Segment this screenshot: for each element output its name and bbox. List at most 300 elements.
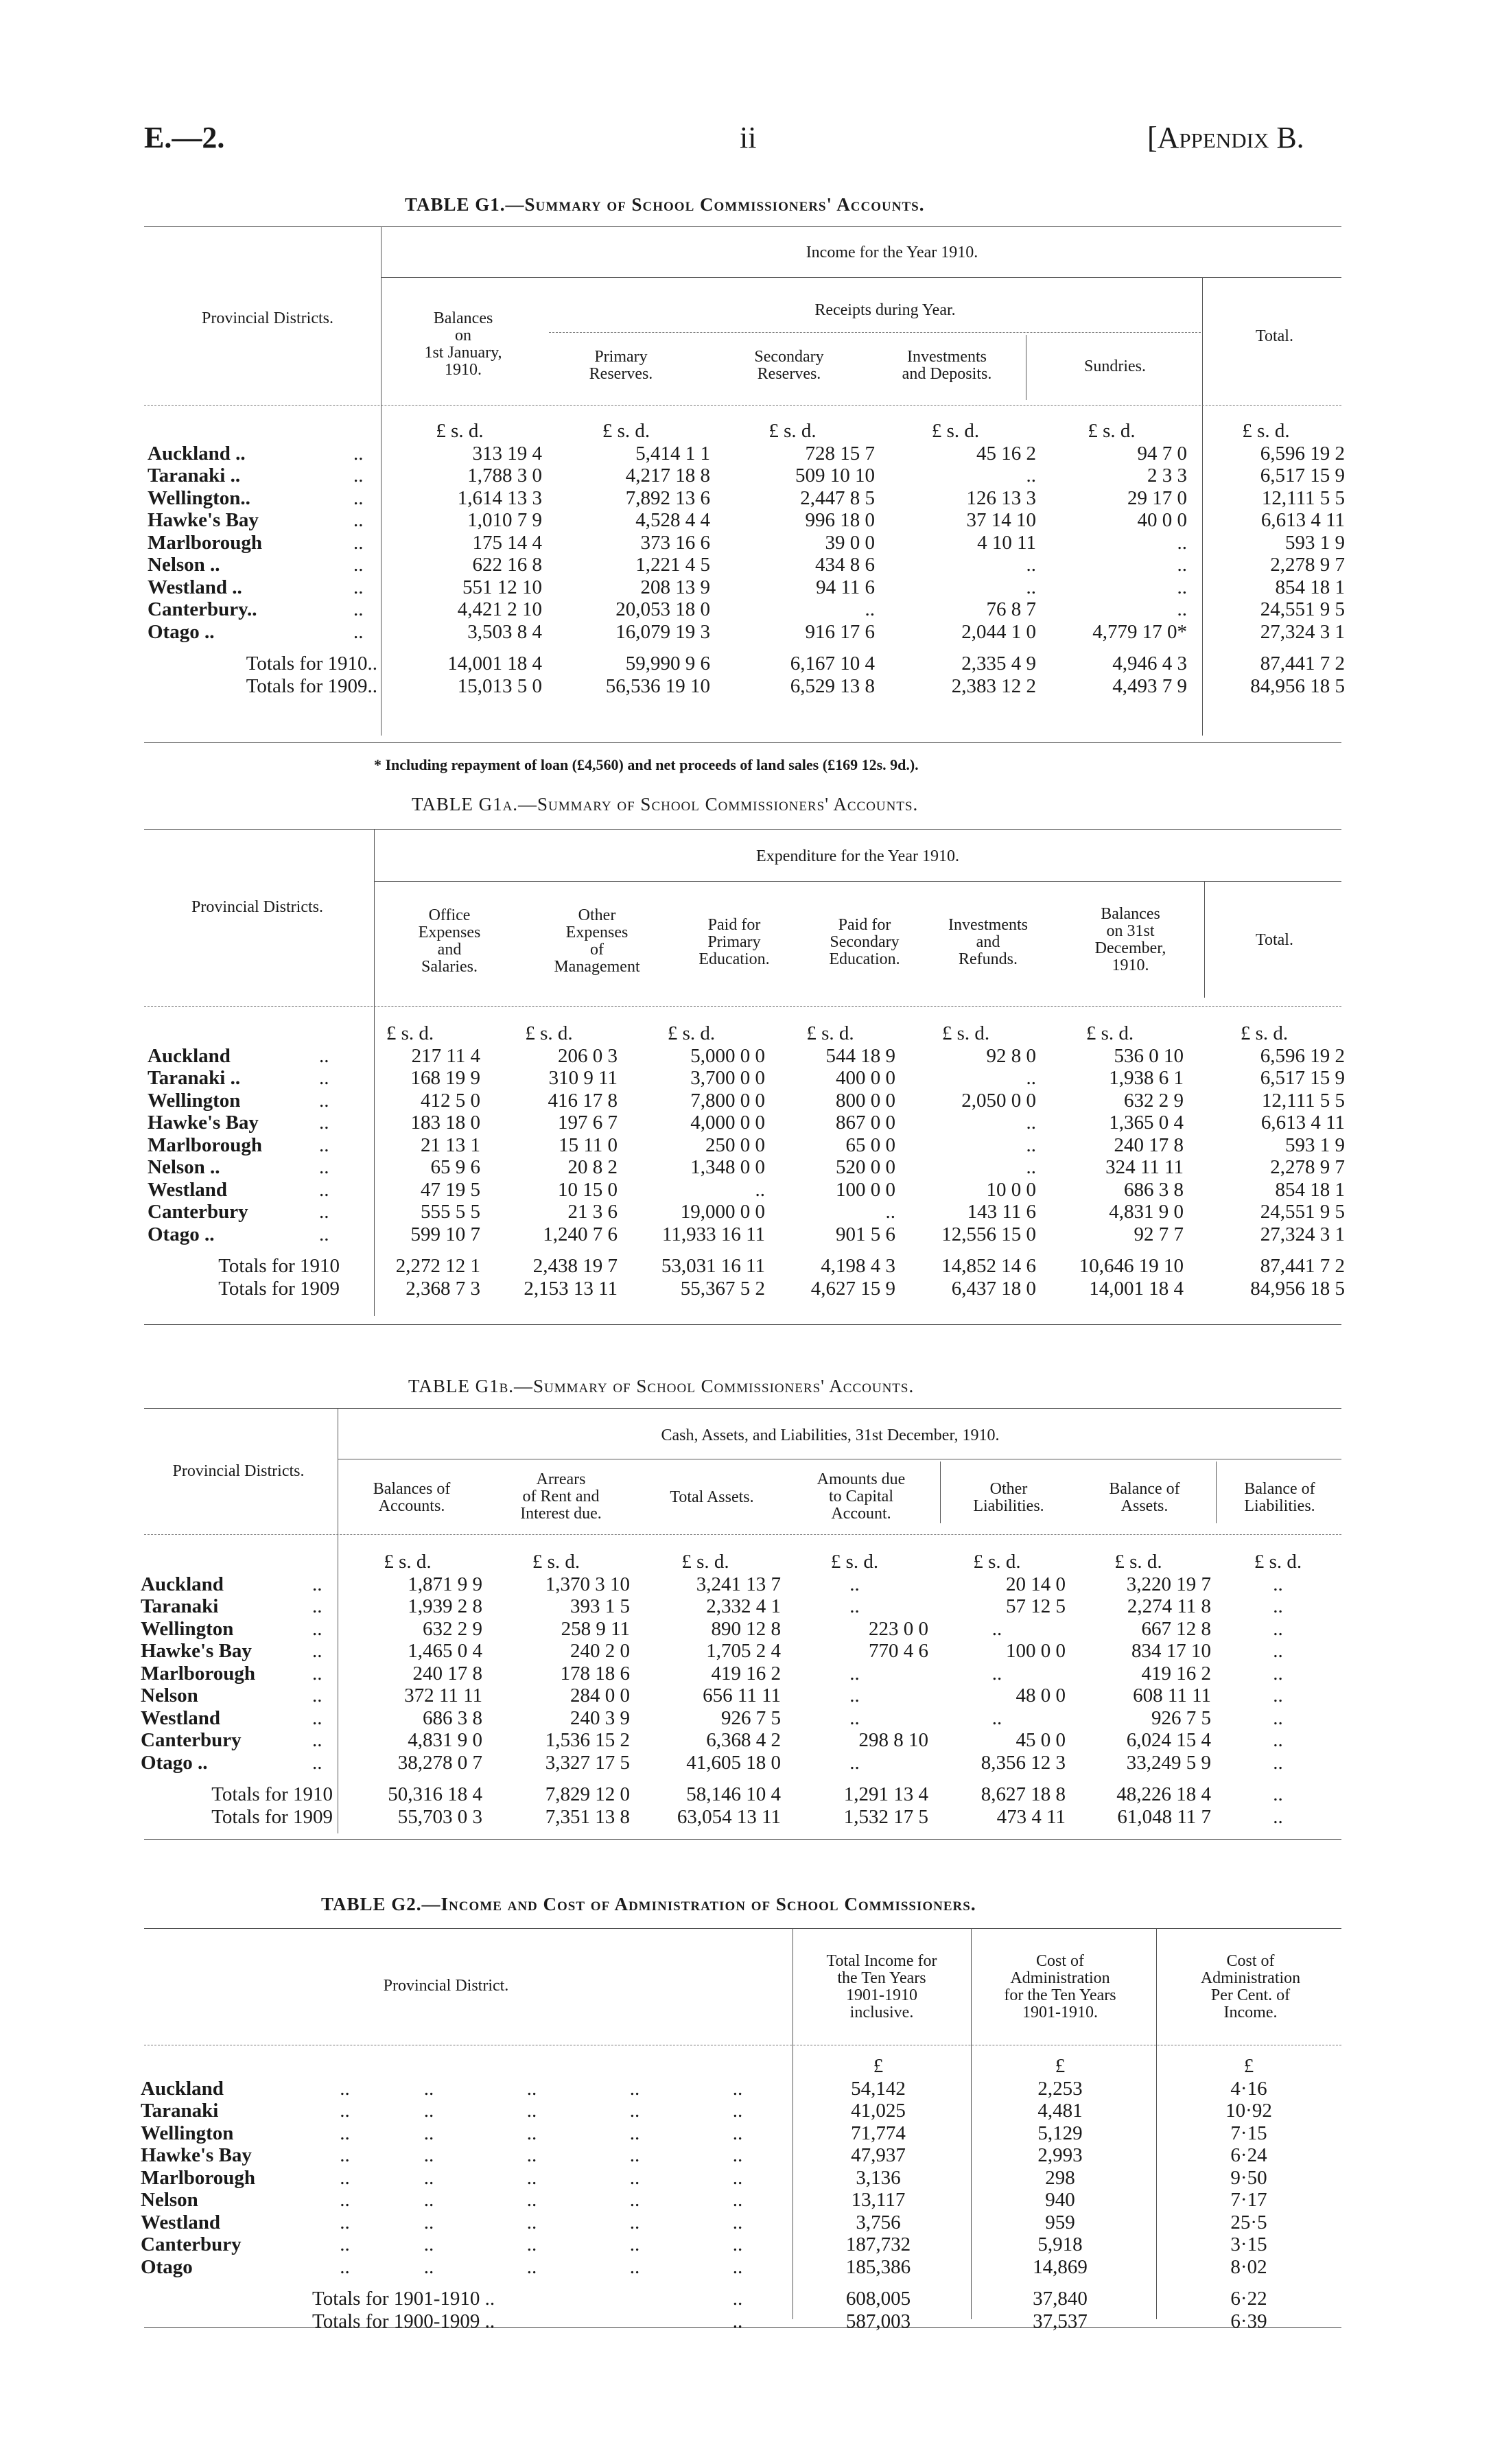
cell: .. (1026, 1112, 1036, 1134)
leader-dots: .. (340, 2077, 350, 2100)
cell: .. (991, 1662, 1002, 1685)
cell: 47 19 5 (421, 1178, 480, 1201)
district-name: Taranaki .. (148, 465, 241, 486)
cell: 87,441 7 2 (1260, 1255, 1345, 1277)
leader-dots: .. (732, 2100, 743, 2122)
cell: 6,167 10 4 (790, 653, 875, 674)
unit: £ s. d. (667, 1022, 716, 1044)
cell: 76 8 7 (986, 598, 1036, 620)
cell: 400 0 0 (836, 1067, 895, 1089)
district-name: Wellington.. (148, 486, 250, 509)
table-row (148, 1112, 1345, 1134)
cell: 599 10 7 (410, 1223, 480, 1245)
district-name: Marlborough (148, 1134, 263, 1156)
district-name: Hawke's Bay (141, 1640, 252, 1662)
cell: .. (849, 1662, 860, 1685)
table-g1-col-sundries: Sundries. (1084, 357, 1146, 375)
table-g1-district-header: Provincial Districts. (202, 309, 333, 327)
district-name: Auckland (148, 1044, 231, 1067)
cell: .. (1273, 1706, 1283, 1729)
leader-dots: .. (732, 2077, 743, 2100)
district-name: Taranaki .. (148, 1067, 241, 1089)
leader-dots: .. (423, 2144, 434, 2166)
cell: 37 14 10 (966, 509, 1036, 531)
cell: 7·15 (1230, 2122, 1267, 2144)
cell: 15,013 5 0 (457, 674, 542, 697)
cell: .. (865, 598, 875, 620)
leader-dots: .. (526, 2233, 537, 2255)
cell: .. (991, 1706, 1002, 1729)
table-row (148, 509, 1345, 532)
cell: 632 2 9 (423, 1617, 482, 1640)
district-name: Otago .. (148, 620, 215, 643)
leader-dots: .. (312, 1617, 322, 1640)
table-row (148, 1156, 1345, 1179)
cell: 4,421 2 10 (457, 598, 542, 620)
cell: .. (1273, 1617, 1283, 1640)
cell: 551 12 10 (462, 576, 542, 598)
cell: 10·92 (1225, 2100, 1272, 2122)
cell: 686 3 8 (1124, 1178, 1184, 1201)
page-ref-left: E.—2. (144, 121, 225, 154)
table-row (148, 1045, 1345, 1068)
cell: 2,447 8 5 (800, 486, 875, 509)
cell: 1,348 0 0 (690, 1156, 765, 1178)
leader-dots: .. (423, 2233, 434, 2255)
cell: 5,000 0 0 (690, 1044, 765, 1067)
cell: 8,627 18 8 (981, 1783, 1066, 1805)
table-g1a-col-other: Other Expenses of Management (554, 906, 640, 976)
cell: .. (1026, 554, 1036, 576)
cell: 24,551 9 5 (1260, 598, 1345, 620)
cell: .. (885, 1201, 895, 1223)
cell: 7,892 13 6 (625, 486, 710, 509)
table-g2-title: TABLE G2.—Income and Cost of Administration of School Commissioners. (321, 1894, 976, 1914)
table-row (148, 1201, 1345, 1223)
district-name: Canterbury (148, 1201, 248, 1223)
cell: 5,414 1 1 (635, 442, 710, 465)
table-g1b-col-balance-liabilities: Balance of Liabilities. (1244, 1480, 1315, 1515)
cell: 217 11 4 (411, 1044, 480, 1067)
divider (1204, 881, 1205, 998)
cell: 4,217 18 8 (625, 465, 710, 486)
cell: .. (849, 1751, 860, 1774)
cell: 100 0 0 (836, 1178, 895, 1201)
cell: 800 0 0 (836, 1089, 895, 1112)
district-name: Canterbury.. (148, 598, 257, 620)
district-name: Westland (141, 1706, 221, 1729)
cell: 57 12 5 (1006, 1595, 1066, 1617)
table-g1a-col-investments: Investments and Refunds. (948, 916, 1028, 968)
table-g1b-col-balances: Balances of Accounts. (373, 1480, 451, 1515)
table-row (148, 443, 1345, 465)
leader-dots: .. (732, 2144, 743, 2166)
cell: .. (1177, 576, 1187, 598)
leader-dots: .. (353, 576, 364, 598)
cell: 7,351 13 8 (545, 1805, 630, 1828)
units-row (141, 2055, 1345, 2078)
district-name: Otago .. (141, 1751, 208, 1774)
cell: 54,142 (851, 2077, 906, 2100)
cell: 867 0 0 (836, 1112, 895, 1134)
leader-dots: .. (312, 1729, 322, 1751)
cell: 1,291 13 4 (843, 1783, 928, 1805)
divider (549, 332, 1201, 333)
cell: 16,079 19 3 (615, 620, 710, 643)
cell: 6,437 18 0 (951, 1277, 1036, 1300)
cell: 901 5 6 (836, 1223, 895, 1245)
table-g1-col-primary: Primary Reserves. (589, 348, 653, 383)
cell: 6,613 4 11 (1260, 1112, 1345, 1134)
unit: £ s. d. (532, 1551, 580, 1573)
cell: 8,356 12 3 (981, 1751, 1066, 1774)
leader-dots: .. (629, 2100, 640, 2122)
cell: 686 3 8 (423, 1706, 482, 1729)
table-row (141, 1640, 1345, 1663)
cell: 15 11 0 (559, 1134, 618, 1156)
unit: £ (1243, 2055, 1254, 2077)
cell: .. (1273, 1640, 1283, 1662)
cell: 5,918 (1037, 2233, 1083, 2255)
cell: 41,025 (851, 2100, 906, 2122)
cell: 4,831 9 0 (1109, 1201, 1184, 1223)
leader-dots: .. (423, 2100, 434, 2122)
district-name: Hawke's Bay (148, 1112, 259, 1134)
leader-dots: .. (423, 2166, 434, 2189)
cell: 14,852 14 6 (941, 1255, 1036, 1277)
cell: 632 2 9 (1124, 1089, 1184, 1112)
table-row (148, 1134, 1345, 1157)
cell: 84,956 18 5 (1250, 674, 1345, 697)
table-g1b (141, 1551, 1345, 1828)
divider (144, 226, 1341, 227)
table-g1a-col-secondary: Paid for Secondary Education. (829, 916, 900, 968)
cell: 1,614 13 3 (457, 486, 542, 509)
table-row (141, 1573, 1345, 1596)
totals-row (141, 2288, 1345, 2310)
cell: 258 9 11 (561, 1617, 630, 1640)
leader-dots: .. (340, 2233, 350, 2255)
table-row (141, 2167, 1345, 2190)
cell: 2 3 3 (1147, 465, 1187, 486)
cell: 3,220 19 7 (1126, 1573, 1211, 1595)
cell: 208 13 9 (640, 576, 710, 598)
leader-dots: .. (340, 2122, 350, 2144)
table-g1-subgroup-header: Receipts during Year. (814, 301, 956, 319)
cell: 20 8 2 (567, 1156, 618, 1178)
unit: £ s. d. (384, 1551, 432, 1573)
cell: .. (1026, 1156, 1036, 1178)
cell: 1,370 3 10 (545, 1573, 630, 1595)
divider (374, 881, 1341, 882)
table-g1-col-total: Total. (1256, 327, 1293, 345)
cell: 94 11 6 (816, 576, 875, 598)
unit: £ s. d. (941, 1022, 990, 1044)
leader-dots: .. (629, 2144, 640, 2166)
cell: 298 (1045, 2166, 1075, 2189)
cell: 587,003 (845, 2310, 911, 2332)
table-row (141, 1729, 1345, 1752)
cell: 520 0 0 (836, 1156, 895, 1178)
cell: 4 10 11 (977, 531, 1036, 554)
cell: 55,703 0 3 (397, 1805, 482, 1828)
leader-dots: .. (353, 531, 364, 554)
cell: .. (1273, 1595, 1283, 1617)
unit: £ s. d. (1085, 1022, 1134, 1044)
cell: 12,111 5 5 (1261, 486, 1345, 509)
cell: 6·22 (1230, 2288, 1267, 2310)
leader-dots: .. (319, 1156, 329, 1178)
cell: 250 0 0 (705, 1134, 765, 1156)
table-g1a-group-header: Expenditure for the Year 1910. (756, 847, 959, 865)
totals-row (148, 1255, 1345, 1278)
table-g1b-district-header: Provincial Districts. (172, 1462, 305, 1480)
leader-dots: .. (732, 2255, 743, 2278)
cell: 71,774 (851, 2122, 906, 2144)
cell: 185,386 (845, 2255, 911, 2278)
cell: 770 4 6 (869, 1640, 928, 1662)
cell: 2,274 11 8 (1127, 1595, 1211, 1617)
cell: 434 8 6 (815, 554, 875, 576)
cell: 593 1 9 (1285, 1134, 1345, 1156)
cell: 59,990 9 6 (625, 653, 710, 674)
table-row (141, 1595, 1345, 1618)
table-g1-col-secondary: Secondary Reserves. (754, 348, 824, 383)
divider (1216, 1462, 1217, 1523)
leader-dots: .. (526, 2077, 537, 2100)
cell: 1,871 9 9 (408, 1573, 482, 1595)
leader-dots: .. (526, 2166, 537, 2189)
leader-dots: .. (312, 1662, 322, 1685)
cell: 959 (1045, 2211, 1075, 2233)
cell: 419 16 2 (711, 1662, 781, 1685)
unit: £ s. d. (525, 1022, 573, 1044)
table-row (141, 2211, 1345, 2234)
cell: 1,240 7 6 (543, 1223, 618, 1245)
leader-dots: .. (340, 2144, 350, 2166)
cell: 2,153 13 11 (524, 1277, 618, 1300)
totals-label: Totals for 1910 (218, 1255, 340, 1277)
units-row (148, 1022, 1345, 1045)
district-name: Wellington (141, 2122, 234, 2144)
cell: 8·02 (1230, 2255, 1267, 2278)
cell: 7,800 0 0 (690, 1089, 765, 1112)
leader-dots: .. (319, 1223, 329, 1245)
cell: 1,365 0 4 (1109, 1112, 1184, 1134)
leader-dots: .. (629, 2166, 640, 2189)
cell: .. (849, 1573, 860, 1595)
cell: 87,441 7 2 (1260, 653, 1345, 674)
cell: 2,332 4 1 (706, 1595, 781, 1617)
cell: 4,493 7 9 (1112, 674, 1187, 697)
unit: £ s. d. (1114, 1551, 1162, 1573)
table-row (148, 1067, 1345, 1090)
leader-dots: .. (319, 1134, 329, 1156)
cell: 240 17 8 (1114, 1134, 1184, 1156)
leader-dots: .. (312, 1595, 322, 1617)
divider (144, 829, 1341, 830)
cell: .. (1026, 1134, 1036, 1156)
cell: 2,278 9 7 (1270, 1156, 1345, 1178)
table-g1a (148, 1022, 1345, 1300)
table-g1a-col-balances: Balances on 31st December, 1910. (1094, 905, 1166, 974)
table-row (148, 465, 1345, 487)
divider (940, 1462, 941, 1523)
district-name: Canterbury (141, 2233, 242, 2255)
table-g1 (148, 420, 1345, 697)
unit: £ s. d. (681, 1551, 729, 1573)
cell: 63,054 13 11 (677, 1805, 781, 1828)
cell: 393 1 5 (570, 1595, 630, 1617)
cell: 187,732 (845, 2233, 911, 2255)
cell: 2,253 (1037, 2077, 1083, 2100)
cell: 2,383 12 2 (951, 674, 1036, 697)
cell: 33,249 5 9 (1126, 1751, 1211, 1774)
cell: 6,529 13 8 (790, 674, 875, 697)
table-g1a-col-office: Office Expenses and Salaries. (418, 906, 481, 976)
totals-row (141, 1783, 1345, 1806)
leader-dots: .. (340, 2211, 350, 2233)
district-name: Canterbury (141, 1729, 242, 1751)
table-g2-col-percent: Cost of Administration Per Cent. of Income. (1200, 1952, 1301, 2021)
cell: .. (1273, 1783, 1283, 1805)
cell: 12,111 5 5 (1261, 1089, 1345, 1112)
leader-dots: .. (340, 2255, 350, 2278)
leader-dots: .. (526, 2189, 537, 2211)
cell: 25·5 (1230, 2211, 1267, 2233)
unit: £ s. d. (1242, 420, 1290, 442)
cell: 55,367 5 2 (680, 1277, 765, 1300)
cell: 14,001 18 4 (447, 653, 542, 674)
leader-dots: .. (319, 1089, 329, 1112)
divider (144, 2327, 1341, 2328)
unit: £ (1055, 2055, 1066, 2077)
cell: 4,831 9 0 (408, 1729, 482, 1751)
cell: 3,241 13 7 (696, 1573, 781, 1595)
leader-dots: .. (340, 2100, 350, 2122)
leader-dots: .. (423, 2211, 434, 2233)
cell: 890 12 8 (711, 1617, 781, 1640)
district-name: Hawke's Bay (141, 2144, 252, 2166)
cell: 21 3 6 (567, 1201, 618, 1223)
cell: 47,937 (851, 2144, 906, 2166)
leader-dots: .. (732, 2189, 743, 2211)
district-name: Wellington (141, 1617, 234, 1640)
leader-dots: .. (526, 2100, 537, 2122)
unit: £ s. d. (1088, 420, 1136, 442)
leader-dots: .. (732, 2288, 743, 2310)
leader-dots: .. (319, 1112, 329, 1134)
leader-dots: .. (423, 2255, 434, 2278)
leader-dots: .. (353, 509, 364, 531)
cell: .. (1026, 1067, 1036, 1089)
cell: 667 12 8 (1141, 1617, 1211, 1640)
table-row (141, 2256, 1345, 2279)
cell: 20,053 18 0 (615, 598, 710, 620)
cell: .. (1273, 1685, 1283, 1706)
divider (144, 1324, 1341, 1325)
table-g1a-col-total: Total. (1256, 931, 1293, 949)
unit: £ s. d. (931, 420, 980, 442)
district-name: Marlborough (141, 1662, 256, 1685)
table-row (148, 532, 1345, 554)
unit: £ s. d. (436, 420, 484, 442)
cell: 2,044 1 0 (961, 620, 1036, 643)
cell: 926 7 5 (721, 1706, 781, 1729)
cell: 926 7 5 (1151, 1706, 1211, 1729)
leader-dots: .. (312, 1573, 322, 1595)
cell: 2,438 19 7 (532, 1255, 618, 1277)
table-g1b-title: TABLE G1b.—Summary of School Commissioners' Accounts. (408, 1376, 915, 1396)
cell: 4·16 (1230, 2077, 1267, 2100)
table-g1-col-investments: Investments and Deposits. (902, 348, 992, 383)
cell: .. (1273, 1751, 1283, 1774)
cell: 4,481 (1037, 2100, 1083, 2122)
table-g1-group-header: Income for the Year 1910. (806, 244, 978, 261)
table-row (141, 2233, 1345, 2256)
district-name: Auckland .. (148, 442, 246, 465)
cell: 38,278 0 7 (397, 1751, 482, 1774)
cell: 4,627 15 9 (810, 1277, 895, 1300)
district-name: Westland .. (148, 576, 242, 598)
cell: 473 4 11 (996, 1805, 1066, 1828)
table-row (141, 1707, 1345, 1730)
cell: 175 14 4 (472, 531, 542, 554)
cell: 372 11 11 (404, 1685, 482, 1706)
cell: 373 16 6 (640, 531, 710, 554)
table-g1b-col-other-liabilities: Other Liabilities. (973, 1480, 1044, 1515)
district-name: Westland (148, 1178, 228, 1201)
cell: 45 0 0 (1015, 1729, 1066, 1751)
cell: 240 17 8 (412, 1662, 482, 1685)
totals-row (148, 1278, 1345, 1300)
cell: 3·15 (1230, 2233, 1267, 2255)
leader-dots: .. (312, 1706, 322, 1729)
cell: 656 11 11 (703, 1685, 781, 1706)
cell: 1,465 0 4 (408, 1640, 482, 1662)
cell: 4,000 0 0 (690, 1112, 765, 1134)
cell: 29 17 0 (1127, 486, 1187, 509)
table-row (141, 2078, 1345, 2100)
district-name: Otago .. (148, 1223, 215, 1245)
cell: 10,646 19 10 (1079, 1255, 1184, 1277)
table-g1-col-balances: Balances on 1st January, 1910. (424, 309, 502, 379)
cell: 37,840 (1033, 2288, 1088, 2310)
cell: 100 0 0 (1006, 1640, 1066, 1662)
leader-dots: .. (423, 2189, 434, 2211)
cell: 65 9 6 (430, 1156, 480, 1178)
page-ref-right: [Appendix B. (1147, 121, 1304, 154)
table-g2 (141, 2055, 1345, 2332)
cell: 50,316 18 4 (388, 1783, 482, 1805)
unit: £ s. d. (973, 1551, 1021, 1573)
unit: £ s. d. (806, 1022, 854, 1044)
district-name: Nelson (141, 2189, 198, 2211)
table-row (148, 1090, 1345, 1112)
cell: 6,517 15 9 (1260, 1067, 1345, 1089)
cell: 310 9 11 (548, 1067, 618, 1089)
cell: 7,829 12 0 (545, 1783, 630, 1805)
leader-dots: .. (319, 1201, 329, 1223)
cell: 1,532 17 5 (843, 1805, 928, 1828)
unit: £ (873, 2055, 884, 2077)
table-row (141, 2100, 1345, 2122)
table-g2-district-header: Provincial District. (383, 1977, 509, 1995)
cell: 608,005 (845, 2288, 911, 2310)
cell: .. (849, 1685, 860, 1706)
cell: .. (1273, 1729, 1283, 1751)
cell: 854 18 1 (1275, 1178, 1345, 1201)
